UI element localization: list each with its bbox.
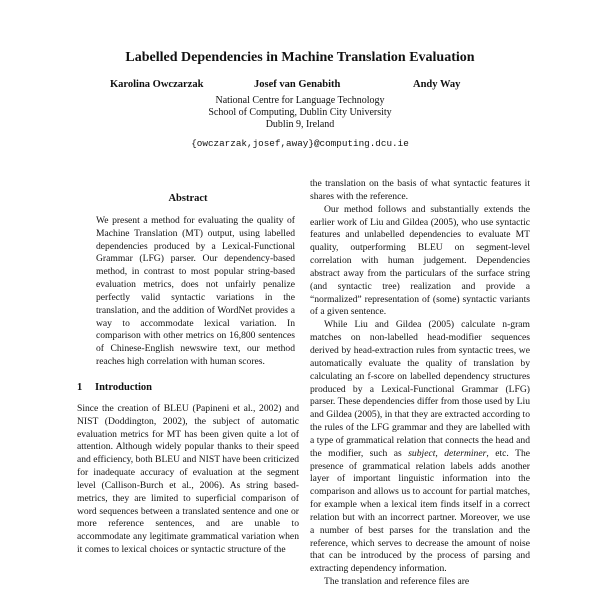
intro-paragraph: Since the creation of BLEU (Papineni et al., 2002) and NIST (Doddington, 2002), the subject of automatic evaluation metrics for MT has been given quite a lot of attention. Although widely popular thanks to their speed and efficiency, both BLEU and NIST have been criticized for inadequate accuracy of evaluation at the segment level (Callison-Burch et al., 2006). As string based-metrics, they are limited to superficial comparison of word sequences between a translated sentence and one or more reference sentences, and are unable to accommodate any legitimate grammatical variation when it comes to lexical choices or syntactic structure of the [77, 402, 299, 556]
affiliation-line: School of Computing, Dublin City University [208, 107, 392, 119]
affiliation [0, 95, 600, 132]
abstract-text: We present a method for evaluating the quality of Machine Translation (MT) output, using labelled dependencies produced by a Lexical-Functional Grammar (LFG) parser. Our dependency-based method, in contrast to most popular string-based evaluation metrics, does not unfairly penalize perfectly valid syntactic variations in the translation, and the addition of WordNet provides a way to accommodate lexical variation. In comparison with other metrics on 16,800 sentences of Chinese-English newswire text, our method reaches high correlation with human scores. [96, 214, 295, 368]
left-column [77, 178, 299, 557]
body-paragraph [310, 319, 530, 576]
affiliation-line: National Centre for Language Technology [215, 95, 385, 106]
body-paragraph: The translation and reference files are [324, 576, 470, 588]
right-column [310, 178, 530, 589]
paper-title: Labelled Dependencies in Machine Translation Evaluation [125, 50, 475, 65]
body-paragraph: Our method follows and substantially extends the earlier work of Liu and Gildea (2005), who use syntactic features and unlabelled dependencies to evaluate MT quality, outperforming BLEU on segment-level correlation with human judgement. Dependencies abstract away from the particulars of the surface string (and syntactic tree) realization and provide a “normalized” representation of (some) syntactic variants of a given sentence. [310, 203, 530, 318]
author-name: Josef van Genabith [254, 79, 341, 90]
separator-text: , [435, 447, 445, 459]
author-name: Andy Way [413, 79, 461, 90]
author-email: {owczarzak,josef,away}@computing.dcu.ie [191, 138, 409, 149]
affiliation-line: Dublin 9, Ireland [265, 119, 335, 131]
author-name: Karolina Owczarzak [110, 79, 204, 90]
abstract-heading: Abstract [168, 193, 208, 204]
section-number: 1 [77, 381, 83, 393]
body-text: , etc. The presence of grammatical relation labels adds another layer of important linguistic information into the comparison and allows us to account for partial matches, for example when a lexical item finds itself in a correct relation but with an incorrect partner. Moreover, we use a number of best parses for the translation and the reference, which serves to decrease the amount of noise that can be introduced by the process of parsing and extracting dependency information. [310, 447, 530, 575]
author-list [0, 79, 600, 93]
italic-term: determiner [444, 447, 487, 459]
section-title: Introduction [95, 381, 152, 393]
section-heading [77, 382, 299, 395]
italic-term: subject [408, 447, 436, 459]
body-text: While Liu and Gildea (2005) calculate n-gram matches on non-labelled head-modifier sequences derived by head-extraction rules from syntactic trees, we automatically evaluate the quality of translation by calculating an f-score on labelled dependency structures produced by a Lexical-Functional Grammar (LFG) parser. These dependencies differ from those used by Liu and Gildea (2005), in that they are extracted according to the rules of the LFG grammar and they are labelled with a type of grammatical relation that connects the head and the modifier, such as [310, 319, 530, 459]
continued-paragraph: the translation on the basis of what syntactic features it shares with the reference. [310, 178, 530, 202]
